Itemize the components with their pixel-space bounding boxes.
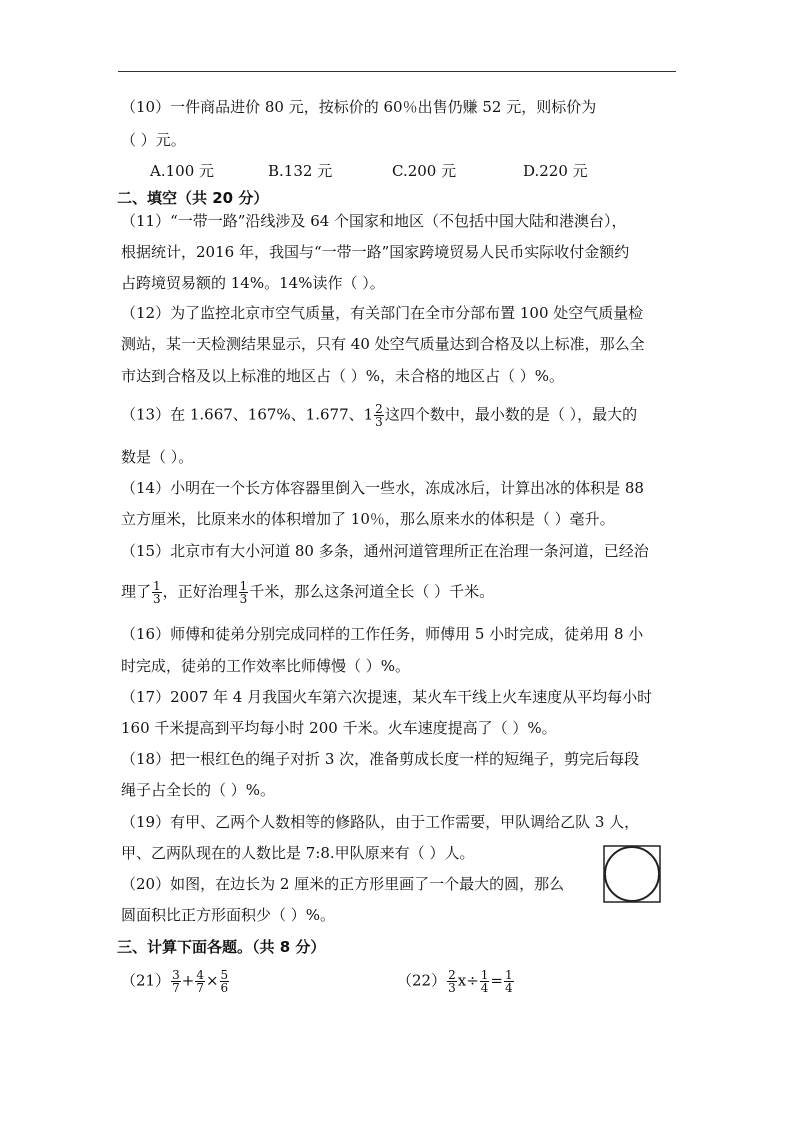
q10-option-a: A.100 元	[150, 162, 214, 180]
q11-line1: （11）“一带一路”沿线涉及 64 个国家和地区（不包括中国大陆和港澳台），	[121, 212, 627, 230]
q13-text-pre: （13）在 1.667、167%、1.677、1	[121, 405, 374, 424]
section-3-title: 三、计算下面各题。（共 8 分）	[117, 938, 326, 956]
circle-shape	[605, 847, 659, 901]
q10-line1: （10）一件商品进价 80 元，按标价的 60％出售仍赚 52 元，则标价为	[121, 98, 597, 116]
square-with-inscribed-circle-figure	[603, 845, 661, 903]
q22-fraction-a: $\frac{2}{3}$	[448, 968, 456, 995]
q14-line2: 立方厘米，比原来水的体积增加了 10％，那么原来水的体积是（ ）毫升。	[121, 510, 615, 528]
q17-line2: 160 千米提高到平均每小时 200 千米。火车速度提高了（ ）%。	[121, 719, 557, 737]
q17-line1: （17）2007 年 4 月我国火车第六次提速，某火车干线上火车速度从平均每小时	[121, 688, 653, 706]
q22-fraction-b: $\frac{1}{4}$	[480, 968, 489, 995]
q21-expression: （21） $\frac{3}{7}$ + $\frac{4}{7}$ × $\frac{5}{6}$	[121, 968, 229, 995]
q22-expression: （22） $\frac{2}{3}$ x÷ $\frac{1}{4}$ = $\frac{1}{4}$	[397, 968, 513, 995]
q13-line2: 数是（ ）。	[121, 448, 194, 466]
q16-line1: （16）师傅和徒弟分别完成同样的工作任务，师傅用 5 小时完成，徒弟用 8 小	[121, 625, 644, 643]
q10-option-b: B.132 元	[268, 162, 333, 180]
q10-option-c: C.200 元	[392, 162, 457, 180]
q10-line2: （ ）元。	[121, 131, 186, 149]
q12-line2: 测站，某一天检测结果显示，只有 40 处空气质量达到合格及以上标准，那么全	[121, 335, 645, 353]
q14-line1: （14）小明在一个长方体容器里倒入一些水，冻成冰后，计算出冰的体积是 88	[121, 479, 644, 497]
q12-line1: （12）为了监控北京市空气质量，有关部门在全市分部布置 100 处空气质量检	[121, 304, 644, 322]
q18-line2: 绳子占全长的（ ）%。	[121, 781, 276, 799]
q10-option-d: D.220 元	[523, 162, 588, 180]
q13-text-post: 这四个数中，最小数的是（ ），最大的	[384, 405, 638, 424]
q13-line1	[121, 403, 637, 428]
q20-line2: 圆面积比正方形面积少（ ）%。	[121, 906, 336, 924]
q15-fraction-1: $\frac{1}{3}$	[153, 579, 161, 606]
q21-fraction-a: $\frac{3}{7}$	[172, 968, 180, 995]
q19-line2: 甲、乙两队现在的人数比是 7:8.甲队原来有（ ）人。	[121, 844, 475, 862]
q11-line3: 占跨境贸易额的 14%。14%读作（ ）。	[121, 274, 385, 292]
q21-fraction-c: $\frac{5}{6}$	[220, 968, 229, 995]
q16-line2: 时完成，徒弟的工作效率比师傅慢（ ）%。	[121, 657, 411, 675]
q15-line2: 理了 $\frac{1}{3}$ ，正好治理 $\frac{1}{3}$ 千米，那么这条河道全长（ ）千米。	[121, 579, 495, 606]
q18-line1: （18）把一根红色的绳子对折 3 次，准备剪成长度一样的短绳子，剪完后每段	[121, 750, 640, 768]
header-rule	[118, 71, 676, 72]
q15-fraction-2: $\frac{1}{3}$	[239, 579, 248, 606]
q22-fraction-c: $\frac{1}{4}$	[505, 968, 513, 995]
q19-line1: （19）有甲、乙两个人数相等的修路队，由于工作需要，甲队调给乙队 3 人，	[121, 813, 640, 831]
q13-fraction: $\frac{2}{3}$	[375, 402, 383, 429]
q15-line1: （15）北京市有大小河道 80 多条，通州河道管理所正在治理一条河道，已经治	[121, 542, 649, 560]
q21-fraction-b: $\frac{4}{7}$	[196, 968, 204, 995]
q12-line3: 市达到合格及以上标准的地区占（ ）%，未合格的地区占（ ）%。	[121, 367, 565, 385]
q11-line2: 根据统计，2016 年，我国与“一带一路”国家跨境贸易人民币实际收付金额约	[121, 243, 630, 261]
q20-line1: （20）如图，在边长为 2 厘米的正方形里画了一个最大的圆，那么	[121, 875, 565, 893]
section-2-title: 二、填空（共 20 分）	[117, 189, 269, 207]
